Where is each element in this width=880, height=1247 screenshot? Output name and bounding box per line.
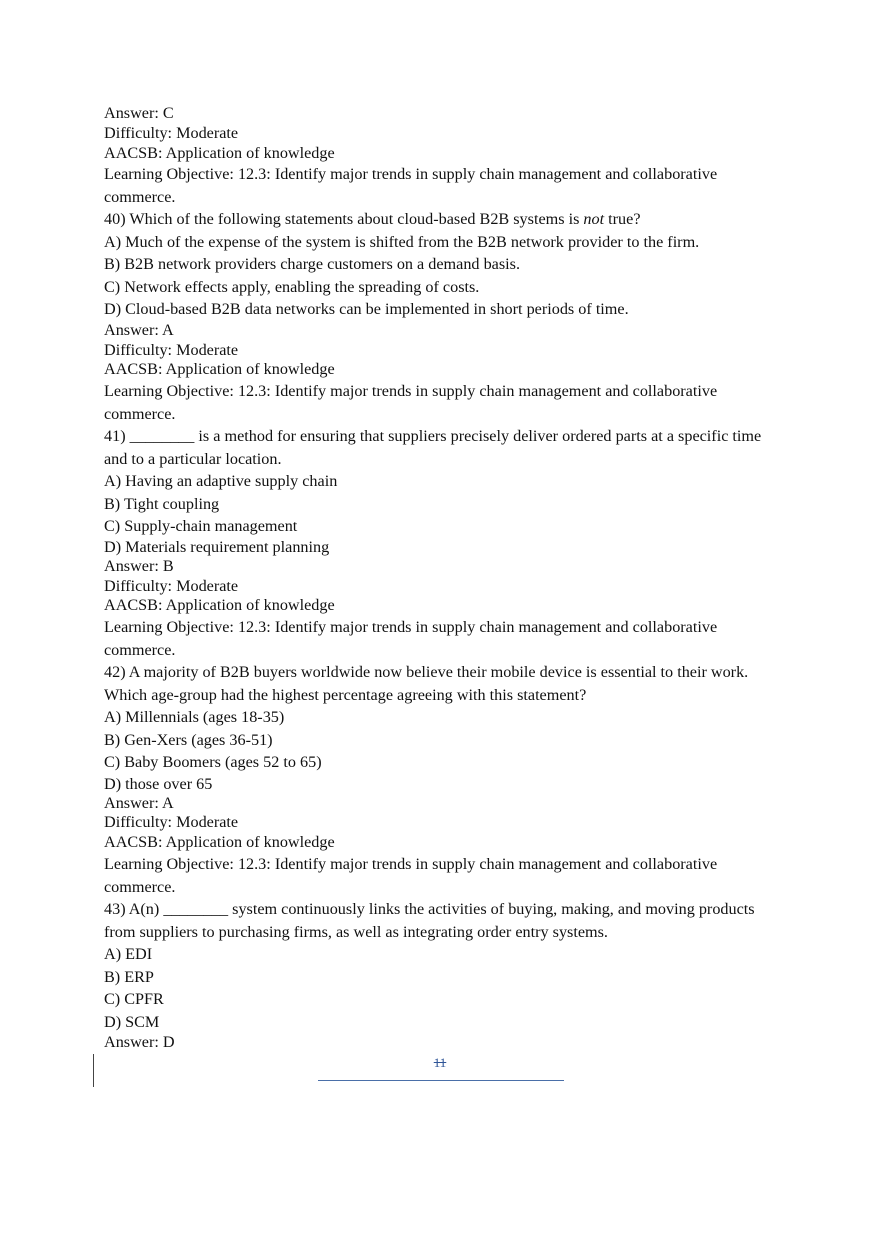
question-41-answer: Answer: B (104, 556, 174, 575)
question-41-option-b: B) Tight coupling (104, 494, 220, 513)
question-42-aacsb: AACSB: Application of knowledge (104, 833, 335, 852)
question-40-difficulty: Difficulty: Moderate (104, 340, 239, 359)
question-40-text (104, 208, 784, 231)
question-43-option-d: D) SCM (104, 1012, 160, 1031)
question-40-option-a: A) Much of the expense of the system is shifted from the B2B network provider to the firm. (104, 232, 700, 251)
question-41-learning-objective: Learning Objective: 12.3: Identify major trends in supply chain management and collaborative commerce. (104, 618, 718, 659)
question-40-option-b: B) B2B network providers charge customers on a demand basis. (104, 255, 520, 274)
question-43-option-a: A) EDI (104, 945, 153, 964)
question-40-learning-objective: Learning Objective: 12.3: Identify major trends in supply chain management and collaborative commerce. (104, 382, 718, 423)
page-number: 11 (433, 1055, 447, 1070)
question-42-option-d: D) those over 65 (104, 774, 213, 793)
question-41-difficulty: Difficulty: Moderate (104, 576, 239, 595)
question-43-answer: Answer: D (104, 1033, 175, 1052)
question-42-text: 42) A majority of B2B buyers worldwide now believe their mobile device is essential to their work. Which age-group had the highest percentage agreeing with this statement? (104, 663, 749, 704)
question-40-answer: Answer: A (104, 320, 174, 339)
learning-objective-line: Learning Objective: 12.3: Identify major trends in supply chain management and collaborative commerce. (104, 165, 718, 206)
question-43-text: 43) A(n) ________ system continuously links the activities of buying, making, and moving products from suppliers to purchasing firms, as well as integrating order entry systems. (104, 900, 755, 941)
difficulty-line: Difficulty: Moderate (104, 123, 239, 142)
question-40-option-c: C) Network effects apply, enabling the spreading of costs. (104, 277, 480, 296)
footer-divider (318, 1080, 564, 1081)
question-41-option-a: A) Having an adaptive supply chain (104, 472, 338, 491)
aacsb-line: AACSB: Application of knowledge (104, 143, 335, 162)
question-42-difficulty: Difficulty: Moderate (104, 813, 239, 832)
question-40-text-before: 40) Which of the following statements about cloud-based B2B systems is (104, 210, 584, 229)
question-42-learning-objective: Learning Objective: 12.3: Identify major trends in supply chain management and collaborative commerce. (104, 855, 718, 896)
question-42-option-b: B) Gen-Xers (ages 36-51) (104, 730, 273, 749)
document-body (104, 104, 784, 1053)
question-43-option-b: B) ERP (104, 967, 154, 986)
question-42-option-a: A) Millennials (ages 18-35) (104, 708, 285, 727)
question-40-aacsb: AACSB: Application of knowledge (104, 360, 335, 379)
question-41-text: 41) ________ is a method for ensuring that suppliers precisely deliver ordered parts at a specific time and to a particular location. (104, 427, 762, 468)
question-41-option-d: D) Materials requirement planning (104, 537, 330, 556)
question-40-emphasis: not (583, 210, 605, 229)
question-40-text-after: true? (604, 210, 641, 229)
answer-line: Answer: C (104, 104, 174, 122)
question-41-aacsb: AACSB: Application of knowledge (104, 596, 335, 615)
question-42-option-c: C) Baby Boomers (ages 52 to 65) (104, 753, 322, 772)
question-43-option-c: C) CPFR (104, 990, 164, 1009)
question-40-option-d: D) Cloud-based B2B data networks can be implemented in short periods of time. (104, 300, 629, 319)
question-42-answer: Answer: A (104, 793, 174, 812)
question-41-option-c: C) Supply-chain management (104, 517, 298, 536)
